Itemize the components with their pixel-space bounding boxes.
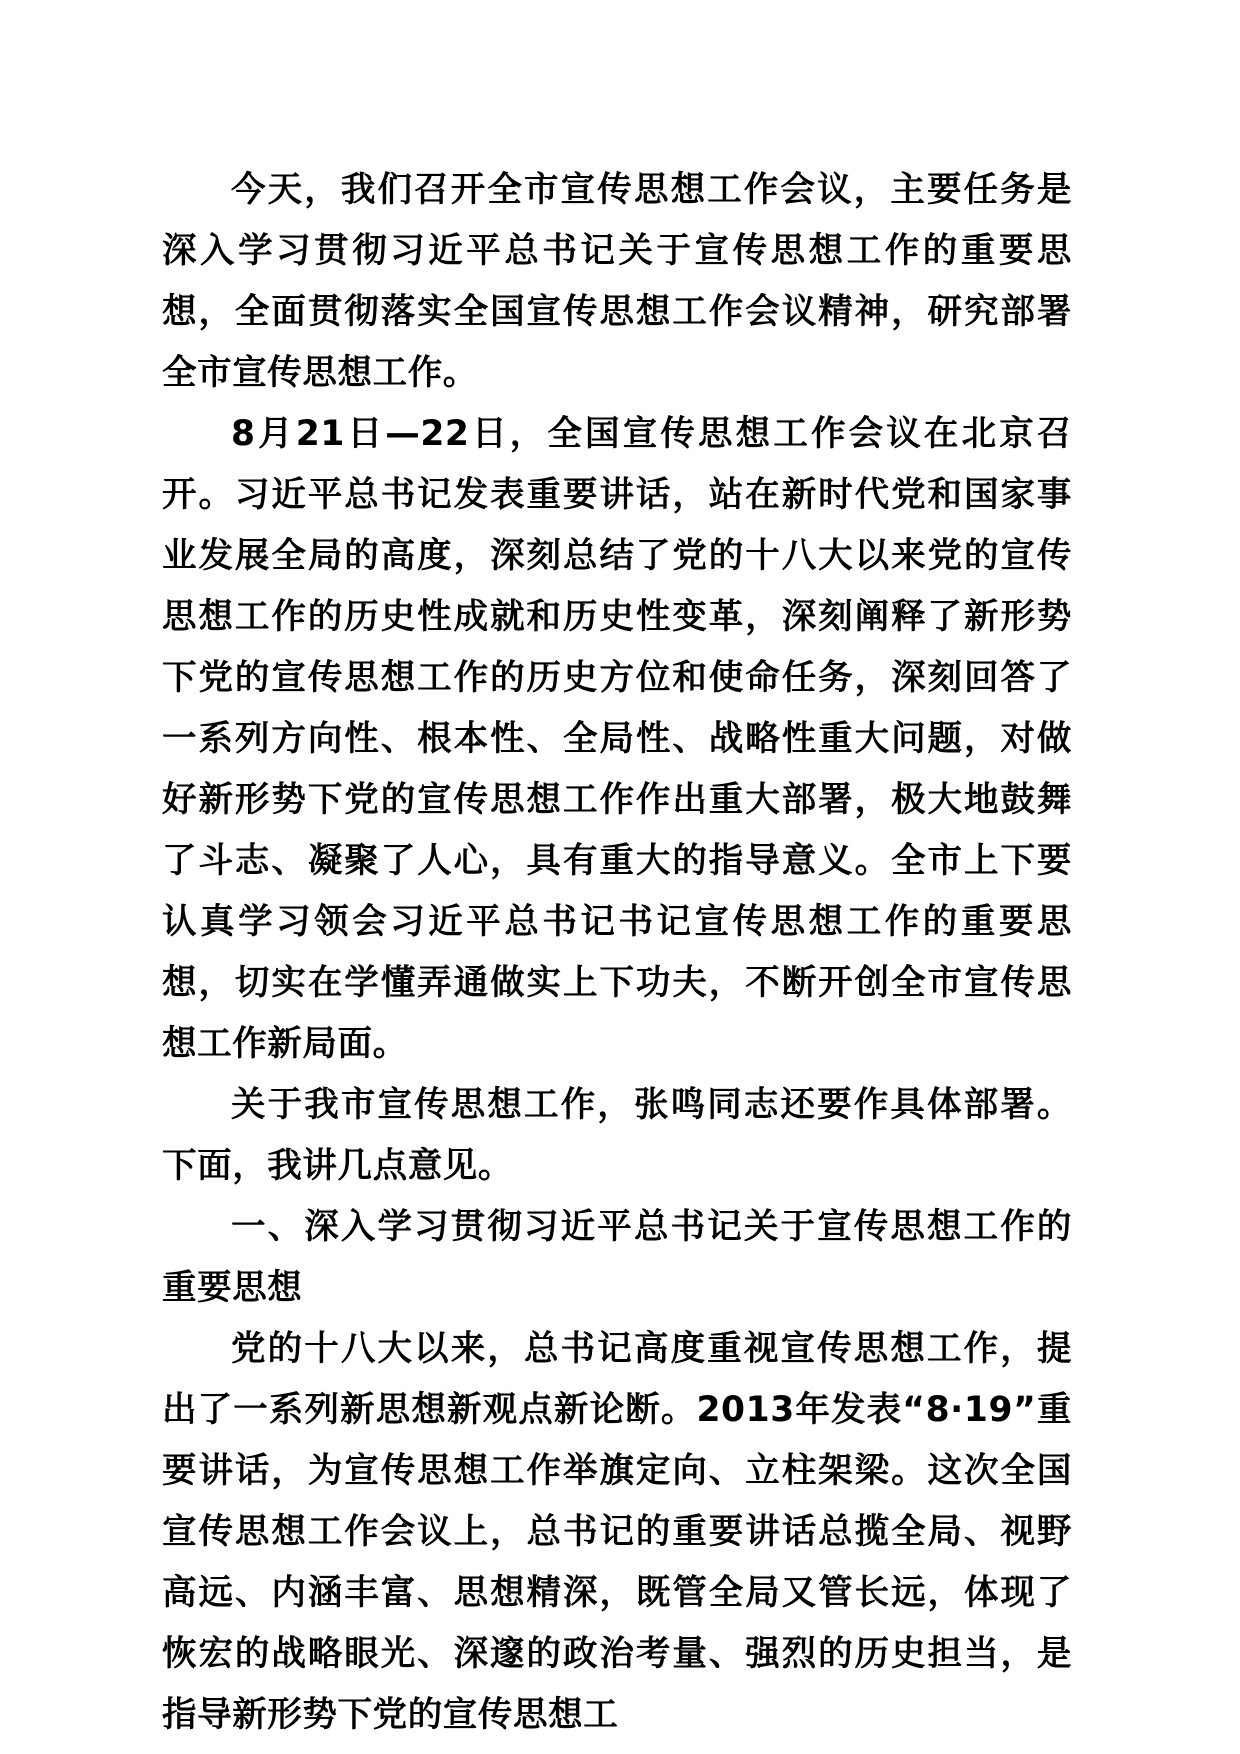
paragraph-transition: 关于我市宣传思想工作，张鸣同志还要作具体部署。下面，我讲几点意见。 [162,1085,1072,1186]
paragraph-opening: 今天，我们召开全市宣传思想工作会议，主要任务是深入学习贯彻习近平总书记关于宣传思想工作的重要思想，全面贯彻落实全国宣传思想工作会议精神，研究部署全市宣传思想工作。 [162,170,1072,393]
section-heading-1: 一、深入学习贯彻习近平总书记关于宣传思想工作的重要思想 [162,1207,1072,1308]
body-text [162,160,1072,1746]
paragraph-national-conference: 8月21日—22日，全国宣传思想工作会议在北京召开。习近平总书记发表重要讲话，站在新时代党和国家事业发展全局的高度，深刻总结了党的十八大以来党的宣传思想工作的历史性成就和历史性变革，深刻阐释了新形势下党的宣传思想工作的历史方位和使命任务，深刻回答了一系列方向性、根本性、全局性、战略性重大问题，对做好新形势下党的宣传思想工作作出重大部署，极大地鼓舞了斗志、凝聚了人心，具有重大的指导意义。全市上下要认真学习领会习近平总书记书记宣传思想工作的重要思想，切实在学懂弄通做实上下功夫，不断开创全市宣传思想工作新局面。 [162,414,1072,1064]
paragraph-since-18th-congress: 党的十八大以来，总书记高度重视宣传思想工作，提出了一系列新思想新观点新论断。2013年发表“8·19”重要讲话，为宣传思想工作举旗定向、立柱架梁。这次全国宣传思想工作会议上，总书记的重要讲话总揽全局、视野高远、内涵丰富、思想精深，既管全局又管长远，体现了恢宏的战略眼光、深邃的政治考量、强烈的历史担当，是指导新形势下党的宣传思想工 [162,1329,1072,1735]
